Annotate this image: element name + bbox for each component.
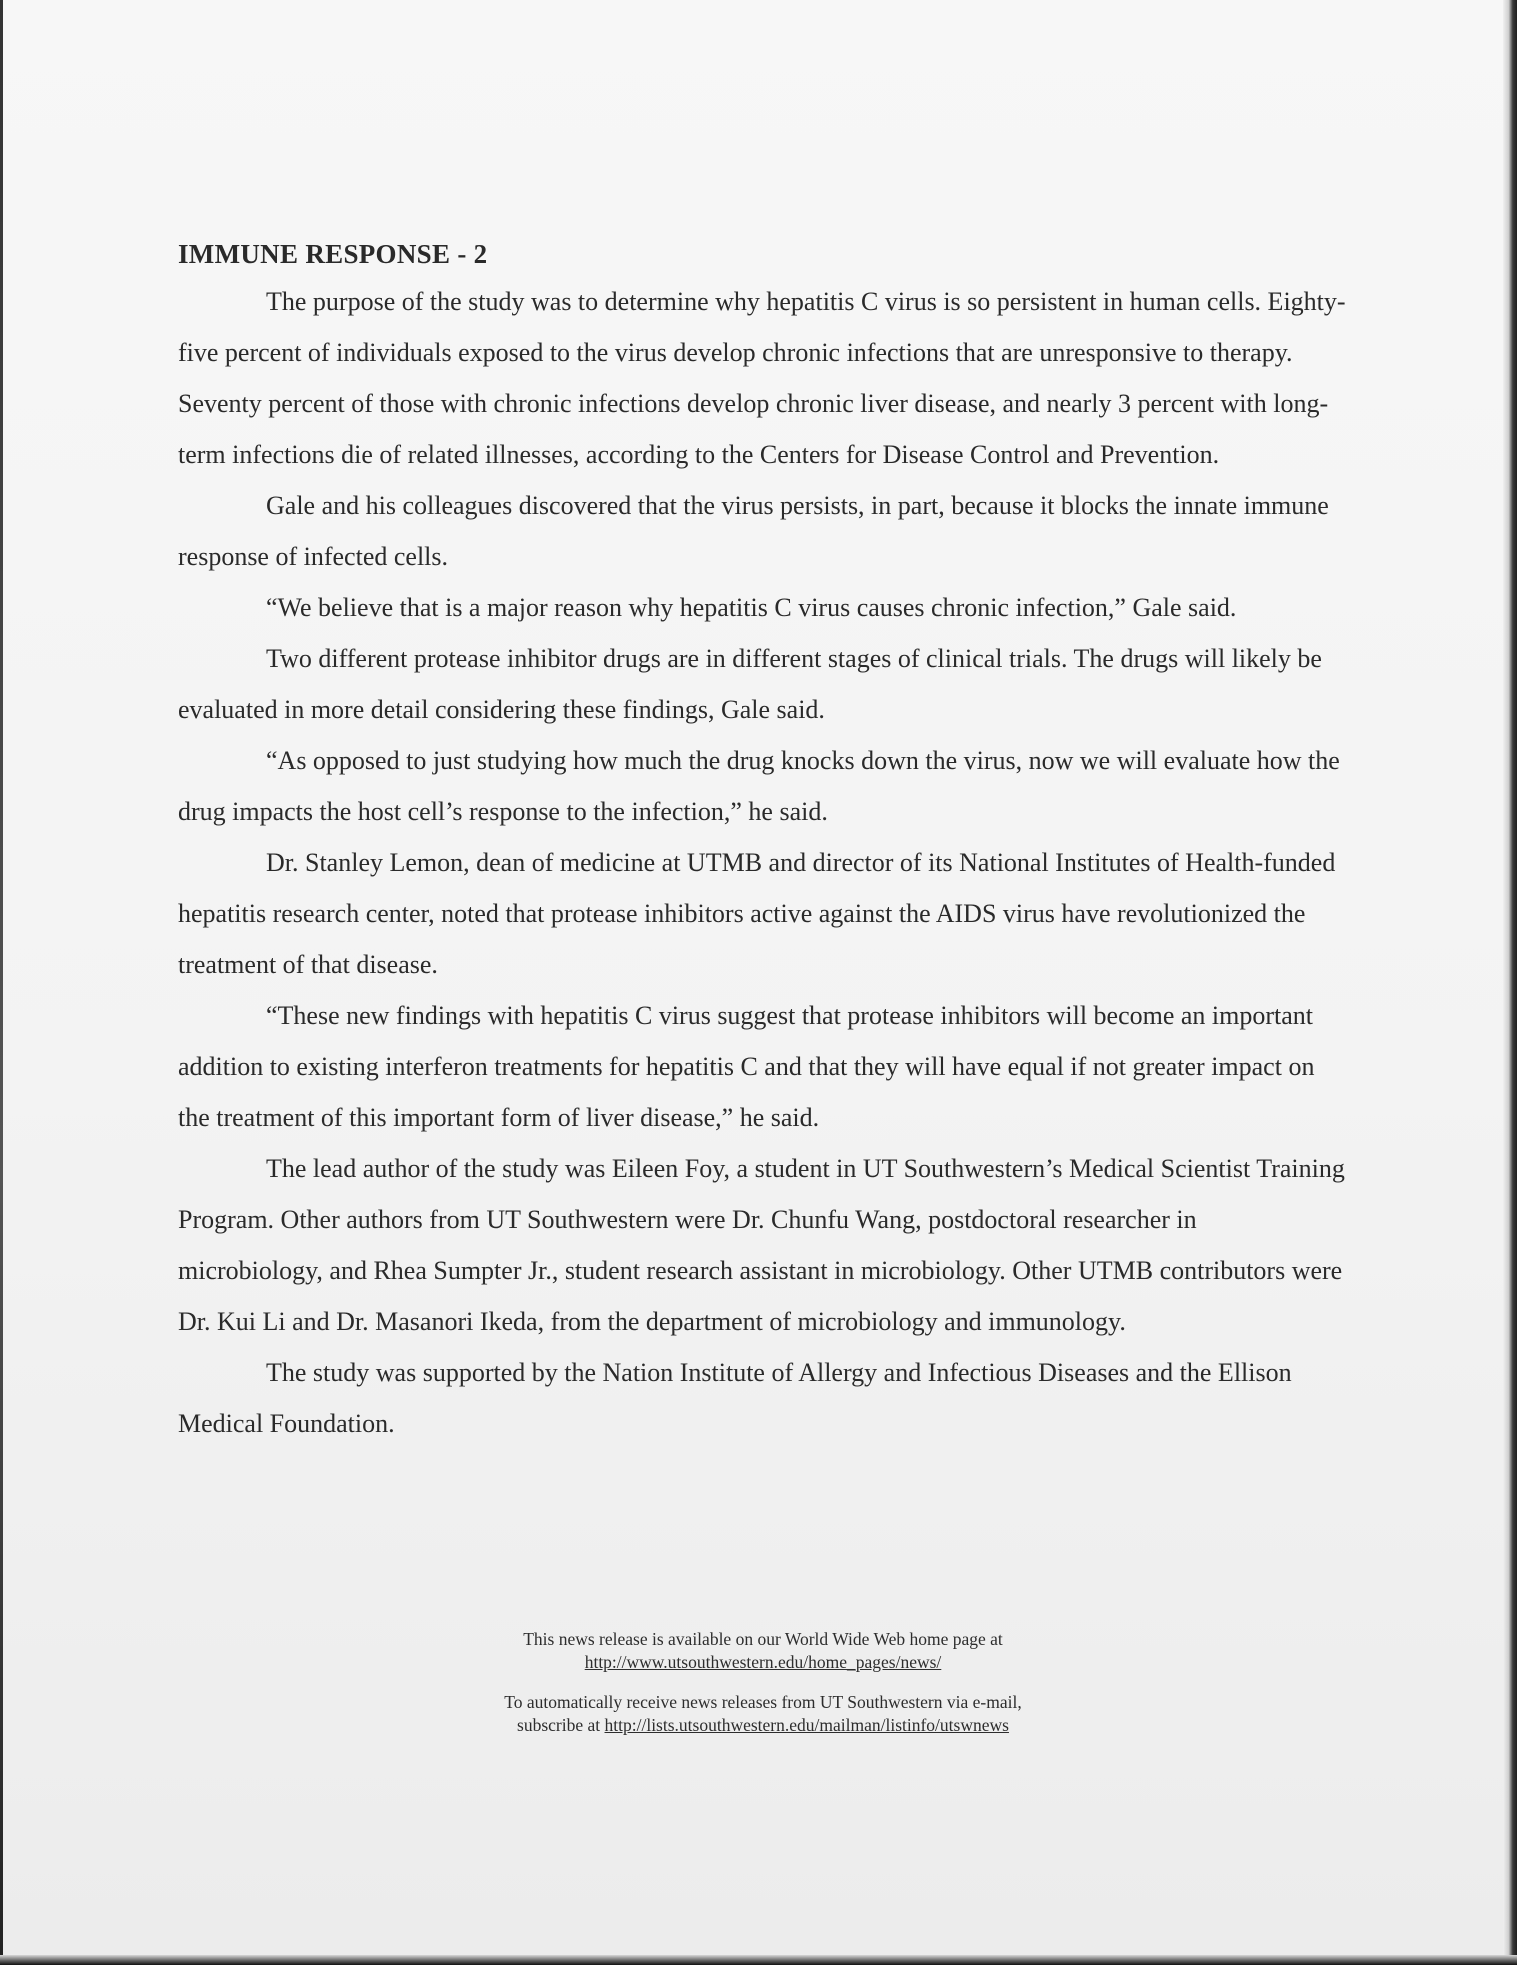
paper-edge-right (1503, 0, 1517, 1965)
paragraph-lemon-quote: “These new findings with hepatitis C virus suggest that protease inhibitors will become an important addition to existing interferon treatments for hepatitis C and that they will have equal if not greater impact on the treatment of this important form of liver disease,” he said. (178, 1001, 1315, 1133)
subscribe-line (178, 1714, 1348, 1737)
paragraph-authors: The lead author of the study was Eileen Foy, a student in UT Southwestern’s Medical Scientist Training Program. Other authors from UT Southwestern were Dr. Chunfu Wang, postdoctoral researcher in microbiology, and Rhea Sumpter Jr., student research assistant in microbiology. Other UTMB contributors were Dr. Kui Li and Dr. Masanori Ikeda, from the department of microbiology and immunology. (178, 1154, 1345, 1337)
paper-edge-left (0, 0, 3, 1965)
subscribe-prefix: subscribe at (517, 1715, 601, 1735)
paragraph-protease-trials: Two different protease inhibitor drugs are in different stages of clinical trials. The drugs will likely be evaluated in more detail considering these findings, Gale said. (178, 644, 1322, 725)
web-availability-text: This news release is available on our World Wide Web home page at (523, 1629, 1003, 1649)
page-heading: IMMUNE RESPONSE - 2 (178, 239, 488, 269)
email-subscription-text: To automatically receive news releases from UT Southwestern via e-mail, (504, 1692, 1022, 1712)
paragraph-host-response-quote: “As opposed to just studying how much the drug knocks down the virus, now we will evaluate how the drug impacts the host cell’s response to the infection,” he said. (178, 746, 1340, 827)
news-release-footer (178, 1628, 1348, 1754)
paragraph-study-purpose: The purpose of the study was to determine why hepatitis C virus is so persistent in human cells. Eighty-five percent of individuals exposed to the virus develop chronic infections that are unresponsive to therapy. Seventy percent of those with chronic infections develop chronic liver disease, and nearly 3 percent with long-term infections die of related illnesses, according to the Centers for Disease Control and Prevention. (178, 287, 1346, 470)
paragraph-discovery: Gale and his colleagues discovered that the virus persists, in part, because it blocks the innate immune response of infected cells. (178, 491, 1329, 572)
subscribe-link[interactable]: http://lists.utsouthwestern.edu/mailman/listinfo/utswnews (604, 1715, 1009, 1735)
paragraph-gale-quote: “We believe that is a major reason why hepatitis C virus causes chronic infection,” Gale said. (266, 593, 1237, 623)
news-home-link[interactable]: http://www.utsouthwestern.edu/home_pages/news/ (584, 1652, 942, 1672)
document-body (178, 238, 1348, 1449)
web-availability-note (178, 1628, 1348, 1674)
paragraph-lemon: Dr. Stanley Lemon, dean of medicine at UTMB and director of its National Institutes of Health-funded hepatitis research center, noted that protease inhibitors active against the AIDS virus have revolutionized the treatment of that disease. (178, 848, 1336, 980)
email-subscription-note (178, 1691, 1348, 1737)
paragraph-funding: The study was supported by the Nation Institute of Allergy and Infectious Diseases and the Ellison Medical Foundation. (178, 1358, 1292, 1439)
paper-edge-bottom (0, 1955, 1517, 1965)
